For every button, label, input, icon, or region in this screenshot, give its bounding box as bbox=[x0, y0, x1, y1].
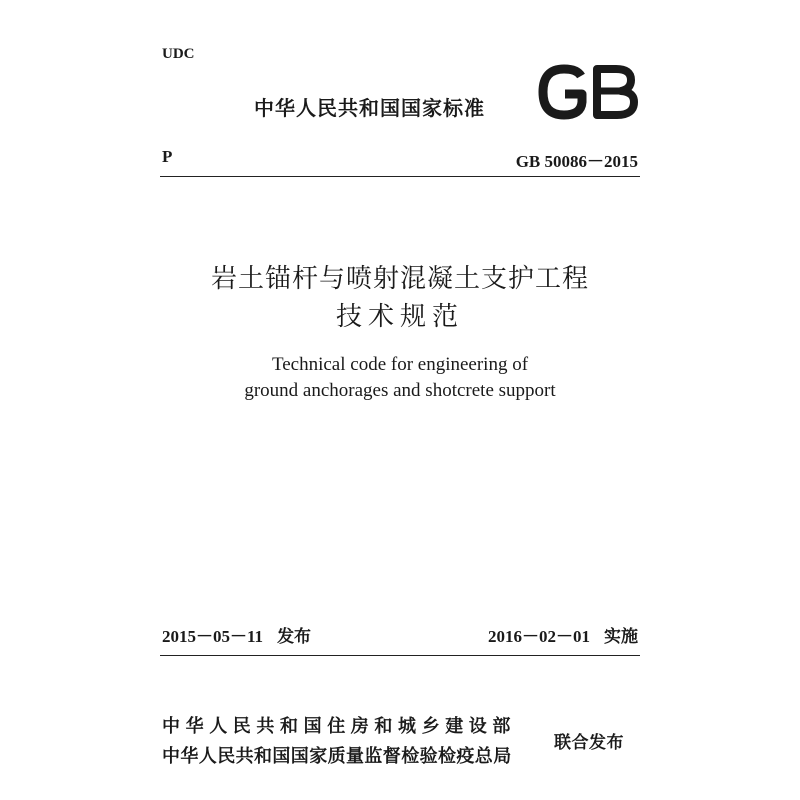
gb-logo bbox=[537, 64, 639, 120]
header-divider bbox=[160, 176, 640, 177]
standard-type-heading: 中华人民共和国国家标准 bbox=[254, 96, 485, 120]
publisher-line-2: 中华人民共和国国家质量监督检验检疫总局 bbox=[162, 746, 512, 767]
standard-number: GB 50086－2015 bbox=[515, 152, 638, 171]
issue-date: 2015－05－11 bbox=[162, 627, 264, 646]
title-en-line-1: Technical code for engineering of bbox=[271, 354, 529, 375]
effective-date: 2016－02－01 bbox=[488, 627, 590, 646]
effective-date-row bbox=[488, 622, 638, 647]
udc-label: UDC bbox=[162, 46, 195, 62]
title-cn-line-1: 岩土锚杆与喷射混凝土支护工程 bbox=[210, 264, 589, 294]
title-en-line-2: ground anchorages and shotcrete support bbox=[244, 380, 556, 401]
publisher-line-1: 中华人民共和国住房和城乡建设部 bbox=[162, 716, 516, 737]
joint-publication-label: 联合发布 bbox=[554, 733, 624, 753]
title-cn-line-2: 技术规范 bbox=[335, 302, 464, 332]
title-block bbox=[0, 260, 800, 404]
category-code: P bbox=[162, 147, 173, 166]
date-divider bbox=[160, 655, 640, 656]
publishers-block bbox=[162, 712, 516, 772]
effective-label: 实施 bbox=[604, 627, 638, 647]
issue-date-row bbox=[162, 622, 311, 647]
issue-label: 发布 bbox=[277, 627, 312, 647]
